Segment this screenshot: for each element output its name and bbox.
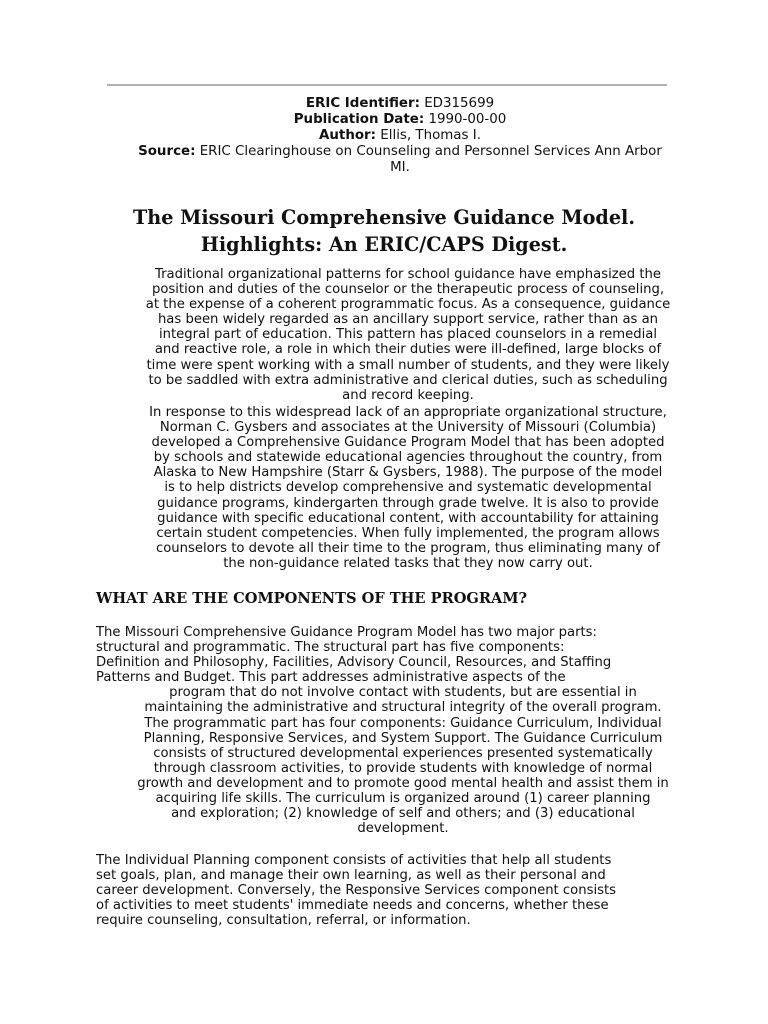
text-line: Patterns and Budget. This part addresses administrative aspects of the xyxy=(96,670,566,686)
text-line: position and duties of the counselor or the therapeutic process of counseling, xyxy=(151,282,665,298)
text-line: of activities to meet students' immediate needs and concerns, whether these xyxy=(96,898,609,914)
text-line: and reactive role, a role in which their duties were ill-defined, large blocks of xyxy=(154,342,662,358)
text-line: and exploration; (2) knowledge of self and others; and (3) educational xyxy=(171,806,635,822)
text-line: the non-guidance related tasks that they now carry out. xyxy=(223,555,593,571)
text-line: The Individual Planning component consists of activities that help all students xyxy=(96,853,612,868)
source-row xyxy=(90,144,710,160)
text-line: structural and programmatic. The structural part has five components: xyxy=(96,640,565,656)
intro-paragraph-1 xyxy=(96,267,720,403)
text-line: guidance programs, kindergarten through grade twelve. It is also to provide xyxy=(157,495,659,511)
text-line: Planning, Responsive Services, and System Support. The Guidance Curriculum xyxy=(143,730,663,746)
source-value-line2: MI. xyxy=(390,160,410,175)
document-title xyxy=(60,204,708,258)
text-line: maintaining the administrative and structural integrity of the overall program. xyxy=(144,700,662,716)
text-line: development. xyxy=(357,821,449,837)
text-line: Traditional organizational patterns for school guidance have emphasized the xyxy=(155,267,661,282)
text-line: The Missouri Comprehensive Guidance Program Model has two major parts: xyxy=(96,625,597,640)
text-line: Definition and Philosophy, Facilities, Advisory Council, Resources, and Staffing xyxy=(96,655,612,671)
text-line: acquiring life skills. The curriculum is organized around (1) career planning xyxy=(155,791,651,807)
publication-date-row xyxy=(90,112,710,128)
text-line: certain student competencies. When fully implemented, the program allows xyxy=(156,525,660,541)
text-line: consists of structured developmental experiences presented systematically xyxy=(153,745,653,761)
planning-paragraph xyxy=(96,853,710,928)
text-line: time were spent working with a small number of students, and they were likely xyxy=(146,357,670,373)
eric-identifier-row xyxy=(90,96,710,112)
text-line: require counseling, consultation, referral, or information. xyxy=(96,913,471,929)
text-line: counselors to devote all their time to the program, thus eliminating many of xyxy=(155,540,661,556)
text-line: to be saddled with extra administrative and clerical duties, such as scheduling xyxy=(148,372,668,388)
title-line-1: The Missouri Comprehensive Guidance Model. xyxy=(132,206,636,229)
author-row xyxy=(90,128,710,144)
text-line: by schools and statewide educational agencies throughout the country, from xyxy=(153,450,663,466)
intro-paragraph-2 xyxy=(96,405,720,571)
publication-date-value: 1990-00-00 xyxy=(428,112,507,127)
text-line: developed a Comprehensive Guidance Program Model that has been adopted xyxy=(151,435,665,451)
text-line: The programmatic part has four components: Guidance Curriculum, Individual xyxy=(144,715,662,731)
author-value: Ellis, Thomas I. xyxy=(380,128,481,143)
text-line: has been widely regarded as an ancillary support service, rather than as an xyxy=(157,312,659,328)
text-line: program that do not involve contact with students, but are essential in xyxy=(169,685,637,701)
author-label: Author: xyxy=(319,128,377,143)
text-line: integral part of education. This pattern has placed counselors in a remedial xyxy=(158,327,658,343)
text-line: In response to this widespread lack of an appropriate organizational structure, xyxy=(149,405,667,420)
source-label: Source: xyxy=(138,144,196,159)
text-line: through classroom activities, to provide students with knowledge of normal xyxy=(153,760,653,776)
text-line: set goals, plan, and manage their own learning, as well as their personal and xyxy=(96,868,606,884)
source-row-continued xyxy=(90,160,710,176)
text-line: guidance with specific educational content, with accountability for attaining xyxy=(157,510,659,526)
text-line: at the expense of a coherent programmatic focus. As a consequence, guidance xyxy=(145,297,671,313)
publication-date-label: Publication Date: xyxy=(293,112,425,127)
text-line: and record keeping. xyxy=(342,387,474,403)
title-line-2: Highlights: An ERIC/CAPS Digest. xyxy=(200,233,568,256)
source-value-line1: ERIC Clearinghouse on Counseling and Personnel Services Ann Arbor xyxy=(199,144,662,159)
eric-identifier-label: ERIC Identifier: xyxy=(305,96,420,111)
document-metadata xyxy=(90,96,710,176)
text-line: career development. Conversely, the Responsive Services component consists xyxy=(96,883,617,899)
header-divider xyxy=(107,84,667,86)
text-line: is to help districts develop comprehensive and systematic developmental xyxy=(164,480,652,496)
components-paragraph xyxy=(96,625,710,836)
text-line: Alaska to New Hampshire (Starr & Gysbers, 1988). The purpose of the model xyxy=(153,465,663,481)
section-heading: WHAT ARE THE COMPONENTS OF THE PROGRAM? xyxy=(96,590,528,607)
text-line: Norman C. Gysbers and associates at the University of Missouri (Columbia) xyxy=(159,420,657,436)
text-line: growth and development and to promote good mental health and assist them in xyxy=(137,775,669,791)
eric-identifier-value: ED315699 xyxy=(424,96,495,111)
